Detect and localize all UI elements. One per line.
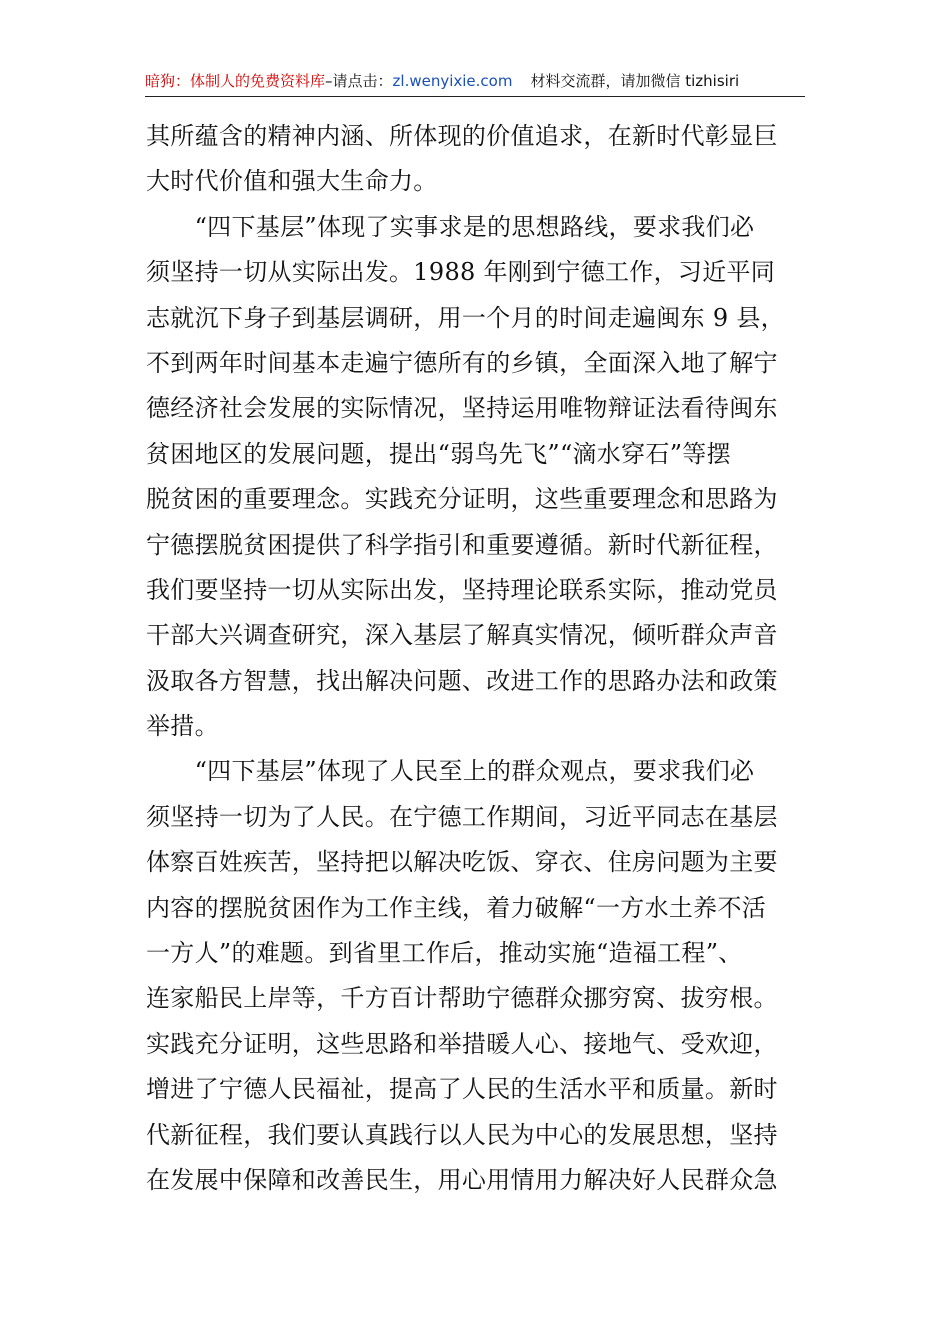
text-line: 体察百姓疾苦，坚持把以解决吃饭、穿衣、住房问题为主要	[146, 848, 778, 877]
text-line: 内容的摆脱贫困作为工作主线，着力破解“一方水土养不活	[146, 893, 767, 922]
text-line: “四下基层”体现了实事求是的思想路线，要求我们必	[146, 212, 755, 241]
text-line: 大时代价值和强大生命力。	[146, 167, 438, 196]
header-link[interactable]: zl.wenyixie.com	[392, 72, 513, 90]
text-line: 实践充分证明，这些思路和举措暖人心、接地气、受欢迎，	[146, 1029, 778, 1058]
text-line: 增进了宁德人民福祉，提高了人民的生活水平和质量。新时	[146, 1075, 778, 1104]
header-site-name: 暗狗：体制人的免费资料库	[145, 72, 326, 90]
text-line: 其所蕴含的精神内涵、所体现的价值追求，在新时代彰显巨	[146, 122, 778, 150]
header-link-prefix: –请点击：	[325, 72, 393, 90]
text-line: 德经济社会发展的实际情况，坚持运用唯物辩证法看待闽东	[146, 394, 778, 423]
page-header	[145, 68, 805, 97]
text-line: 贫困地区的发展问题，提出“弱鸟先飞”“滴水穿石”等摆	[146, 439, 731, 468]
text-line: 脱贫困的重要理念。实践充分证明，这些重要理念和思路为	[146, 485, 778, 514]
text-line: 代新征程，我们要认真践行以人民为中心的发展思想，坚持	[146, 1120, 778, 1149]
text-line: 汲取各方智慧，找出解决问题、改进工作的思路办法和政策	[146, 666, 778, 695]
text-line: 在发展中保障和改善民生，用心用情用力解决好人民群众急	[146, 1165, 778, 1194]
text-line: 一方人”的难题。到省里工作后，推动实施“造福工程”、	[146, 939, 743, 968]
text-line: 宁德摆脱贫困提供了科学指引和重要遵循。新时代新征程，	[146, 530, 778, 559]
text-line: 我们要坚持一切从实际出发，坚持理论联系实际，推动党员	[146, 575, 778, 604]
text-line: 须坚持一切为了人民。在宁德工作期间，习近平同志在基层	[146, 802, 778, 831]
header-contact: 材料交流群，请加微信 tizhisiri	[530, 72, 740, 90]
text-line: 志就沉下身子到基层调研，用一个月的时间走遍闽东 9 县，	[146, 303, 785, 332]
text-line: 连家船民上岸等，千方百计帮助宁德群众挪穷窝、拔穷根。	[146, 984, 778, 1013]
text-line: 须坚持一切从实际出发。1988 年刚到宁德工作，习近平同	[146, 258, 776, 287]
text-line: 不到两年时间基本走遍宁德所有的乡镇，全面深入地了解宁	[146, 348, 778, 377]
document-body	[146, 114, 806, 1203]
text-line: “四下基层”体现了人民至上的群众观点，要求我们必	[146, 757, 755, 786]
text-line: 举措。	[146, 712, 219, 741]
text-line: 干部大兴调查研究，深入基层了解真实情况，倾听群众声音	[146, 621, 778, 650]
